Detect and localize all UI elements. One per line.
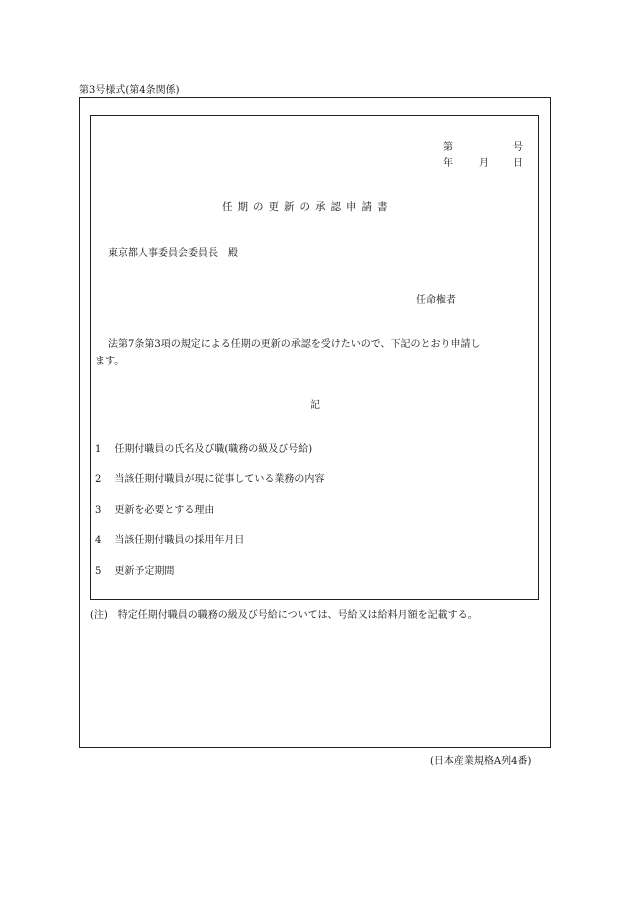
- item-text: 任期付職員の氏名及び職(職務の級及び号給): [114, 444, 313, 455]
- item-text: 更新予定期間: [114, 566, 175, 577]
- list-item-1: [95, 440, 312, 455]
- list-item-3: [95, 501, 214, 516]
- list-item-5: [95, 562, 174, 577]
- item-text: 当該任期付職員が現に従事している業務の内容: [114, 474, 325, 485]
- item-text: 当該任期付職員の採用年月日: [114, 535, 245, 546]
- paper-size-label: (日本産業規格A列4番): [430, 756, 532, 767]
- list-item-2: [95, 470, 324, 485]
- item-number: 5: [95, 566, 102, 577]
- addressee: 東京都人事委員会委員長 殿: [108, 248, 238, 259]
- note: (注) 特定任期付職員の職務の級及び号給については、号給又は給料月額を記載する。: [90, 610, 478, 621]
- item-number: 3: [95, 505, 102, 516]
- item-text: 更新を必要とする理由: [114, 505, 215, 516]
- item-number: 2: [95, 474, 102, 485]
- form-title: 任期の更新の承認申請書: [222, 201, 393, 213]
- ki-heading: 記: [310, 400, 320, 411]
- date-day: 日: [513, 158, 523, 169]
- inner-frame: [90, 115, 539, 600]
- date-year: 年: [443, 158, 453, 169]
- appointer: 任命権者: [416, 295, 456, 306]
- list-item-4: [95, 531, 244, 546]
- body-text-line-2: ます。: [95, 356, 125, 367]
- body-text-line-1: 法第7条第3項の規定による任期の更新の承認を受けたいので、下記のとおり申請し: [108, 339, 481, 350]
- doc-number-dai: 第: [443, 142, 453, 153]
- item-number: 1: [95, 444, 102, 455]
- doc-number-go: 号: [513, 142, 523, 153]
- date-month: 月: [479, 158, 489, 169]
- item-number: 4: [95, 535, 102, 546]
- form-label: 第3号様式(第4条関係): [79, 85, 180, 96]
